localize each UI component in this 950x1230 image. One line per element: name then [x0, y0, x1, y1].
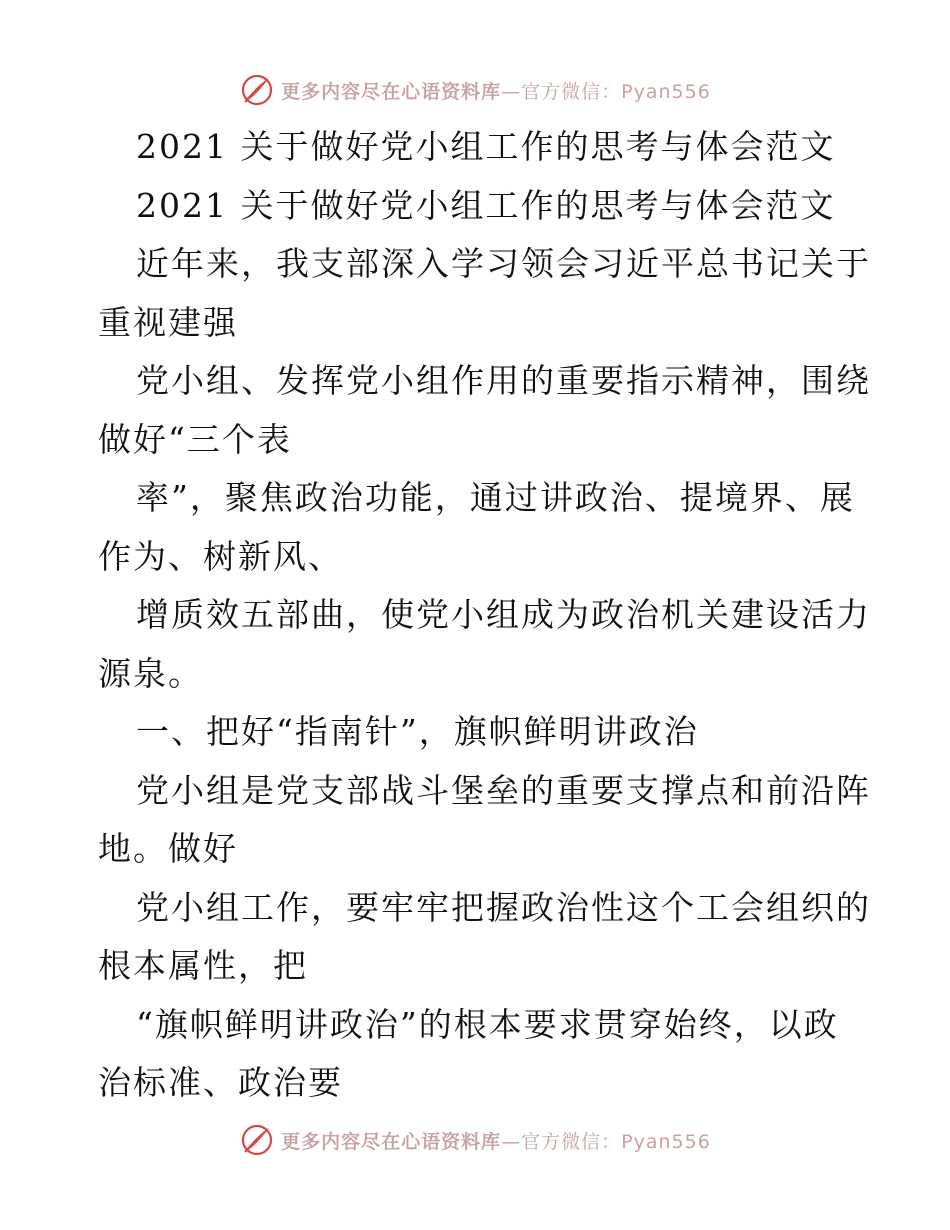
paragraph-line: 近年来，我支部深入学习领会习近平总书记关于	[136, 244, 871, 283]
quill-pen-circle-icon	[239, 72, 275, 108]
paragraph-line: 地。做好	[98, 829, 238, 868]
section-heading: 一、把好“指南针”，旗帜鲜明讲政治	[136, 712, 699, 751]
quill-pen-circle-icon	[239, 1122, 275, 1158]
paragraph-line: 根本属性，把	[98, 946, 308, 985]
paragraph-line: 治标准、政治要	[98, 1063, 343, 1102]
paragraph-line: “旗帜鲜明讲政治”的根本要求贯穿始终，以政	[136, 1004, 839, 1044]
footer-watermark	[0, 1120, 950, 1160]
watermark-text: 更多内容尽在心语资料库—官方微信：Pyan556	[281, 1130, 711, 1153]
paragraph-line: 重视建强	[98, 302, 238, 342]
paragraph-line: 源泉。	[98, 653, 203, 693]
watermark-text: 更多内容尽在心语资料库—官方微信：Pyan556	[281, 80, 711, 103]
header-watermark	[0, 70, 950, 110]
paragraph-line: 率”，聚焦政治功能，通过讲政治、提境界、展	[136, 478, 855, 517]
paragraph-line: 做好“三个表	[98, 419, 292, 459]
paragraph-line: 党小组、发挥党小组作用的重要指示精神，围绕	[136, 361, 871, 400]
document-body	[98, 118, 871, 1113]
document-title: 2021 关于做好党小组工作的思考与体会范文	[136, 127, 836, 166]
paragraph-line: 增质效五部曲，使党小组成为政治机关建设活力	[136, 595, 871, 634]
paragraph-line: 党小组工作，要牢牢把握政治性这个工会组织的	[136, 887, 871, 927]
paragraph-line: 作为、树新风、	[98, 536, 343, 576]
paragraph-line: 党小组是党支部战斗堡垒的重要支撑点和前沿阵	[136, 770, 871, 810]
document-subtitle: 2021 关于做好党小组工作的思考与体会范文	[136, 185, 836, 225]
